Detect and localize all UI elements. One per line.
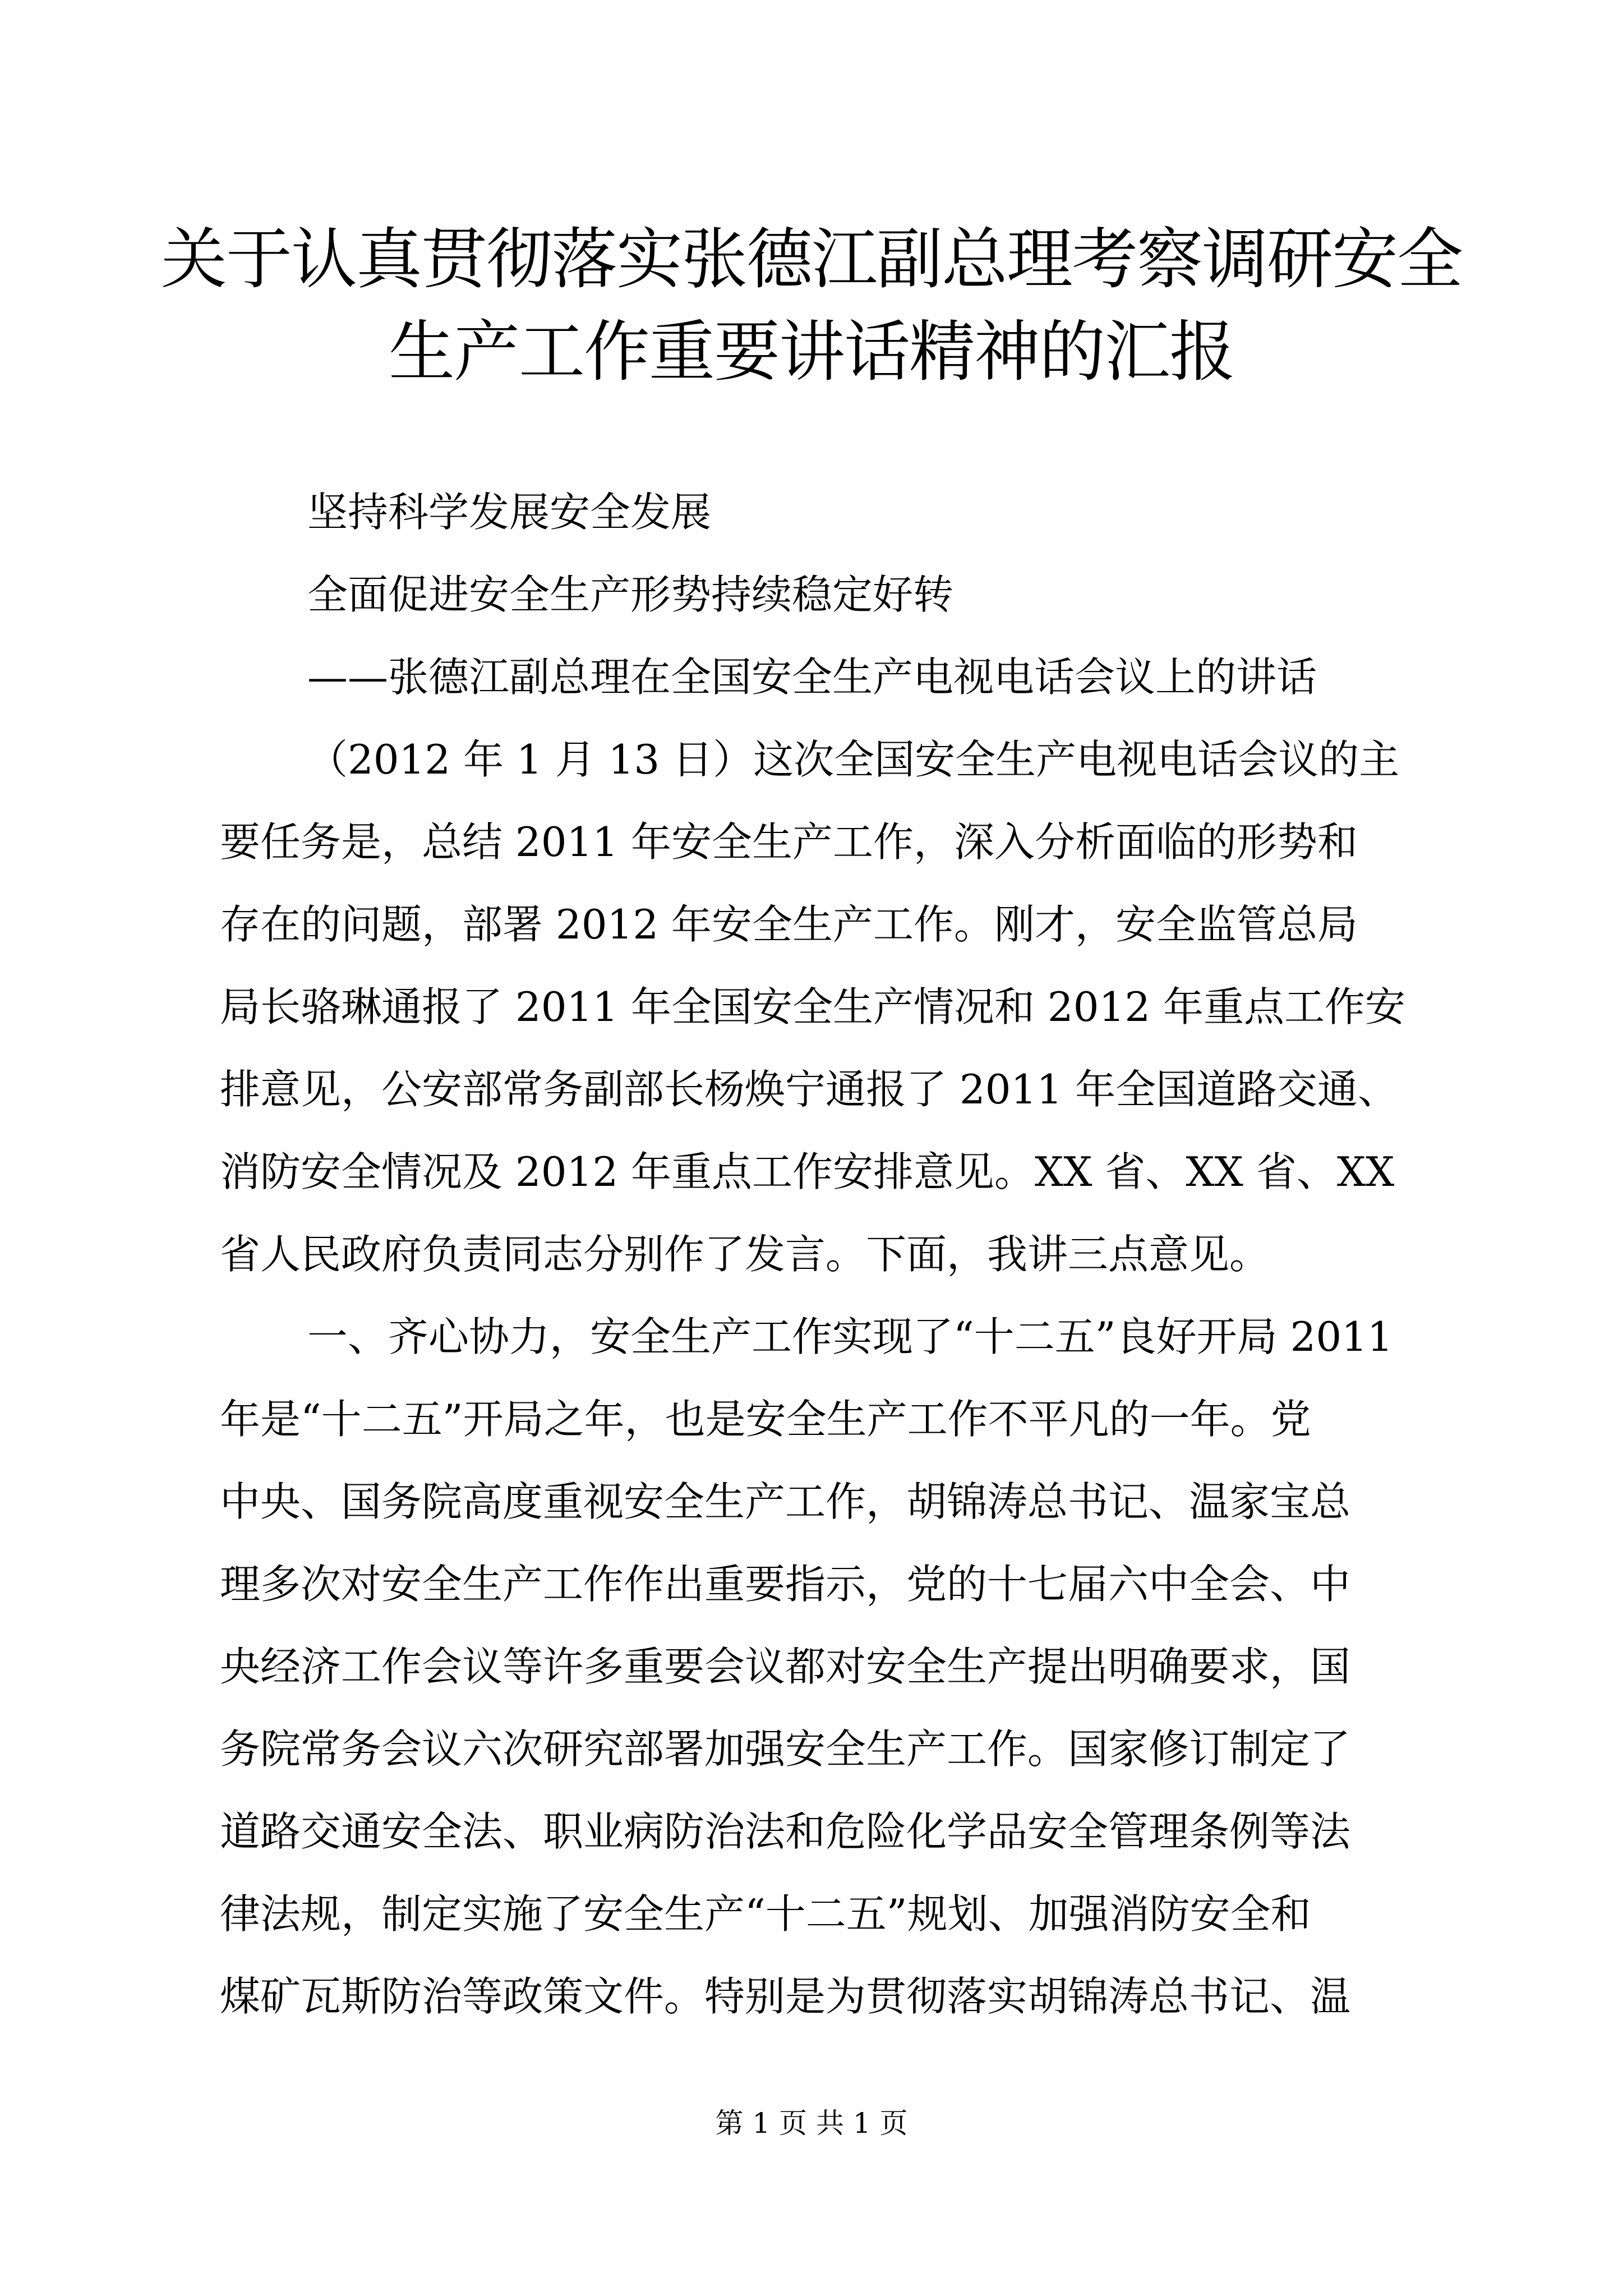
body-line: 一、齐心协力，安全生产工作实现了“十二五”良好开局 2011 bbox=[307, 1313, 1393, 1360]
body-line: 要任务是，总结 2011 年安全生产工作，深入分析面临的形势和 bbox=[220, 818, 1358, 866]
body-line: 消防安全情况及 2012 年重点工作安排意见。XX 省、XX 省、XX bbox=[220, 1148, 1395, 1195]
body-line: 年是“十二五”开局之年，也是安全生产工作不平凡的一年。党 bbox=[220, 1396, 1311, 1443]
body-line: 省人民政府负责同志分别作了发言。下面，我讲三点意见。 bbox=[220, 1231, 1270, 1278]
document-body bbox=[220, 471, 1442, 2038]
document-title bbox=[112, 213, 1511, 398]
title-line-1: 关于认真贯彻落实张德江副总理考察调研安全 bbox=[160, 220, 1462, 298]
body-line: 排意见，公安部常务副部长杨焕宁通报了 2011 年全国道路交通、 bbox=[220, 1066, 1399, 1113]
page-footer: 第 1 页 共 1 页 bbox=[715, 2107, 908, 2139]
body-line: 务院常务会议六次研究部署加强安全生产工作。国家修订制定了 bbox=[220, 1726, 1351, 1773]
body-line: 理多次对安全生产工作作出重要指示，党的十七届六中全会、中 bbox=[220, 1561, 1351, 1608]
body-line: ——张德江副总理在全国安全生产电视电话会议上的讲话 bbox=[307, 654, 1317, 701]
body-line: 局长骆琳通报了 2011 年全国安全生产情况和 2012 年重点工作安 bbox=[220, 983, 1406, 1030]
body-line: （2012 年 1 月 13 日）这次全国安全生产电视电话会议的主 bbox=[307, 736, 1400, 783]
body-line: 央经济工作会议等许多重要会议都对安全生产提出明确要求，国 bbox=[220, 1643, 1351, 1690]
title-line-2: 生产工作重要讲话精神的汇报 bbox=[388, 313, 1234, 390]
body-line: 律法规，制定实施了安全生产“十二五”规划、加强消防安全和 bbox=[220, 1890, 1311, 1938]
body-line: 煤矿瓦斯防治等政策文件。特别是为贯彻落实胡锦涛总书记、温 bbox=[220, 1973, 1351, 2020]
body-line: 道路交通安全法、职业病防治法和危险化学品安全管理条例等法 bbox=[220, 1808, 1351, 1855]
body-line: 存在的问题，部署 2012 年安全生产工作。刚才，安全监管总局 bbox=[220, 901, 1358, 948]
body-line: 中央、国务院高度重视安全生产工作，胡锦涛总书记、温家宝总 bbox=[220, 1478, 1351, 1525]
body-line: 坚持科学发展安全发展 bbox=[307, 489, 712, 536]
body-line: 全面促进安全生产形势持续稳定好转 bbox=[307, 571, 954, 618]
